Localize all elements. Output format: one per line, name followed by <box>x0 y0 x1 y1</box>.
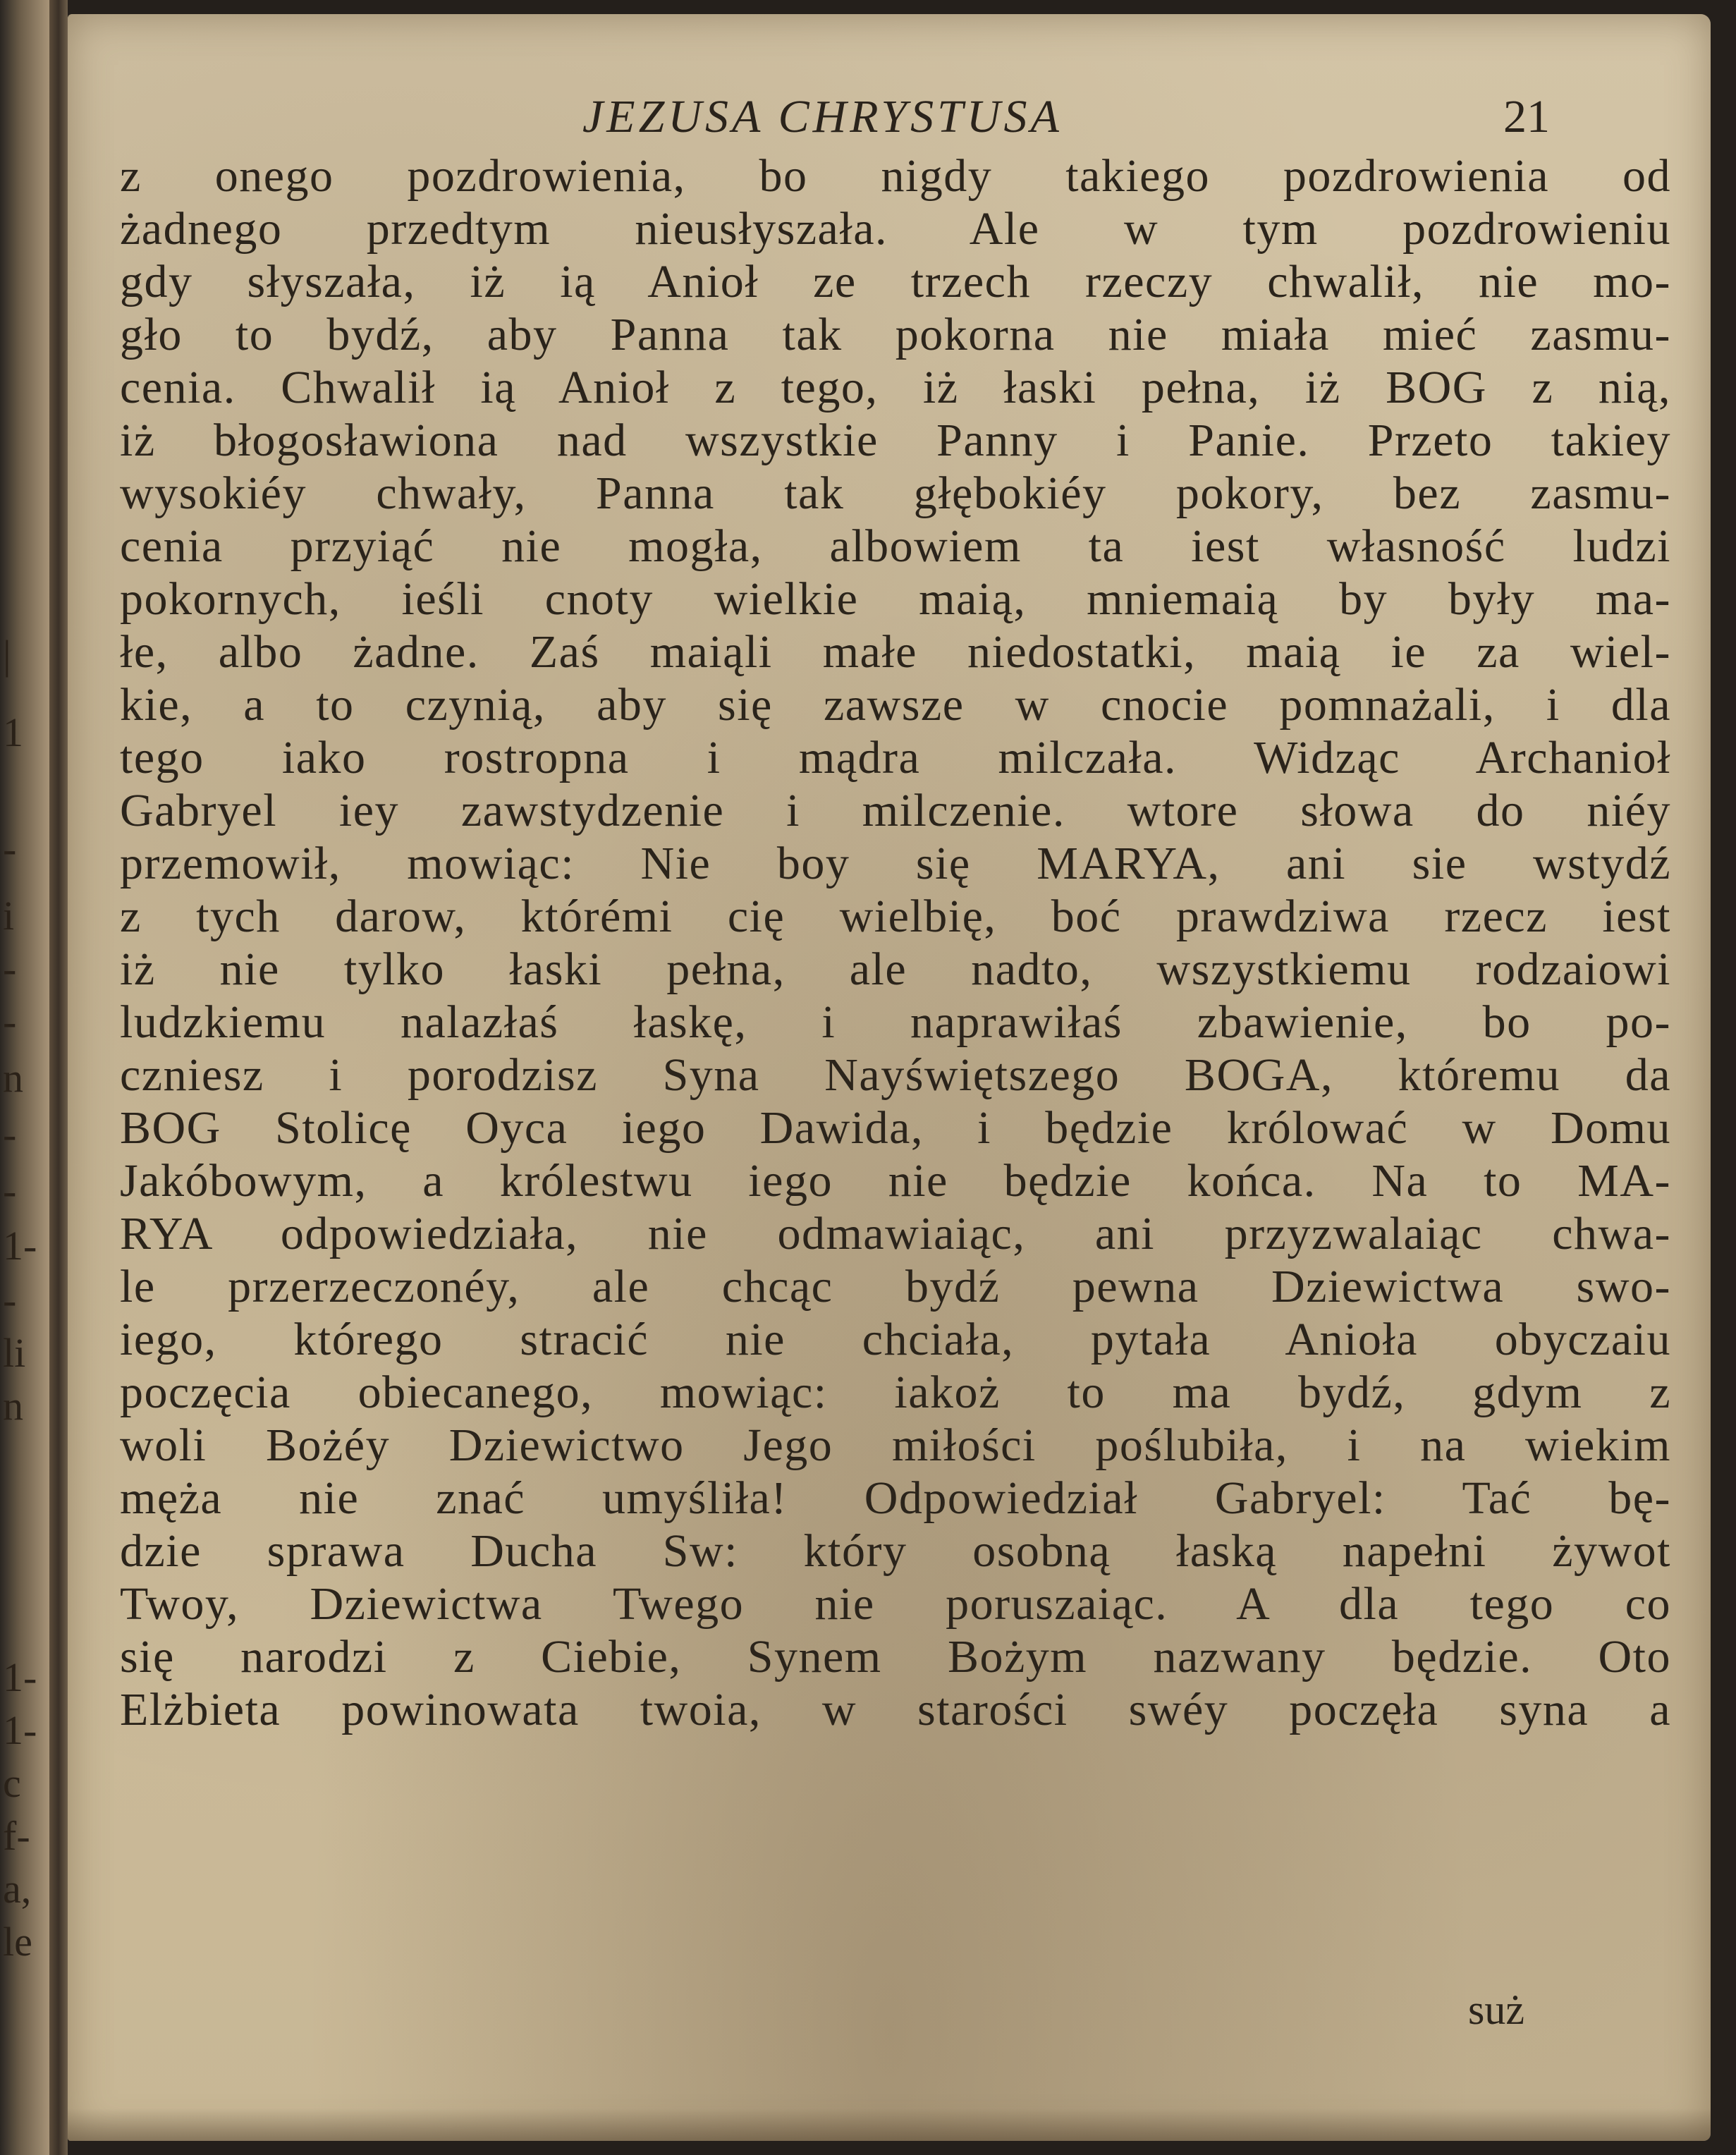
text-line: ludzkiemu nalazłaś łaskę, i naprawiłaś zbawienie, bo po- <box>120 996 1671 1048</box>
facing-page-fragment: - <box>3 1111 17 1157</box>
text-line: wysokiéy chwały, Panna tak głębokiéy pokory, bez zasmu- <box>120 468 1671 519</box>
text-line: iż nie tylko łaski pełna, ale nadto, wszystkiemu rodzaiowi <box>120 944 1671 995</box>
text-line: cenia. Chwalił ią Anioł z tego, iż łaski pełna, iż BOG z nią, <box>120 362 1671 413</box>
text-line: poczęcia obiecanego, mowiąc: iakoż to ma bydź, gdym z <box>120 1367 1671 1418</box>
text-line: dzie sprawa Ducha Sw: który osobną łaską napełni żywot <box>120 1525 1671 1577</box>
body-text <box>120 149 1671 1736</box>
running-title: JEZUSA CHRYSTUSA <box>582 91 1063 142</box>
facing-page-fragment: n <box>3 1055 23 1101</box>
facing-page-fragment: n <box>3 1383 23 1429</box>
book-gutter <box>49 0 68 2155</box>
page-bottom-edge <box>68 2108 1711 2141</box>
facing-page-fragment: - <box>3 946 17 991</box>
facing-page-fragment: le <box>3 1919 32 1965</box>
text-line: Jakóbowym, a królestwu iego nie będzie końca. Na to MA- <box>120 1155 1671 1207</box>
facing-page-fragment: | <box>3 632 11 678</box>
text-line: łe, albo żadne. Zaś maiąli małe niedostatki, maią ie za wiel- <box>120 626 1671 678</box>
text-line: przemowił, mowiąc: Nie boy się MARYA, ani sie wstydź <box>120 838 1671 889</box>
facing-page-fragment: 1- <box>3 1707 37 1753</box>
facing-page-fragment: f- <box>3 1813 30 1859</box>
text-line: tego iako rostropna i mądra milczała. Widząc Archanioł <box>120 732 1671 783</box>
text-line: Elżbieta powinowata twoia, w starości swéy poczęła syna a <box>120 1684 1671 1735</box>
text-line: Gabryel iey zawstydzenie i milczenie. wtore słowa do niéy <box>120 785 1671 836</box>
text-line: z tych darow, którémi cię wielbię, boć prawdziwa rzecz iest <box>120 891 1671 942</box>
text-line: gło to bydź, aby Panna tak pokorna nie miała mieć zasmu- <box>120 309 1671 360</box>
facing-page-fragment: c <box>3 1760 21 1806</box>
text-line: gdy słyszała, iż ią Anioł ze trzech rzeczy chwalił, nie mo- <box>120 256 1671 307</box>
text-line: czniesz i porodzisz Syna Nayświętszego BOGA, któremu da <box>120 1049 1671 1101</box>
facing-page-fragment: - <box>3 999 17 1044</box>
book-page <box>68 14 1711 2141</box>
text-line: się narodzi z Ciebie, Synem Bożym nazwany będzie. Oto <box>120 1631 1671 1683</box>
text-line: le przerzeczonéy, ale chcąc bydź pewna Dziewictwa swo- <box>120 1261 1671 1312</box>
facing-page-fragment: - <box>3 1277 17 1323</box>
text-line: żadnego przedtym nieusłyszała. Ale w tym pozdrowieniu <box>120 203 1671 255</box>
facing-page-fragment: 1 <box>3 709 23 755</box>
text-line: z onego pozdrowienia, bo nigdy takiego pozdrowienia od <box>120 150 1671 202</box>
text-line: iż błogosławiona nad wszystkie Panny i Panie. Przeto takiey <box>120 415 1671 466</box>
text-line: iego, którego stracić nie chciała, pytała Anioła obyczaiu <box>120 1314 1671 1365</box>
page-number: 21 <box>1503 91 1550 142</box>
text-line: woli Bożéy Dziewictwo Jego miłości poślubiła, i na wiekim <box>120 1420 1671 1471</box>
text-line: pokornych, ieśli cnoty wielkie maią, mniemaią by były ma- <box>120 573 1671 625</box>
text-line: cenia przyiąć nie mogła, albowiem ta iest własność ludzi <box>120 520 1671 572</box>
facing-page-fragment: - <box>3 1168 17 1214</box>
facing-page-fragment: - <box>3 826 17 872</box>
facing-page-fragment: 1- <box>3 1654 37 1700</box>
catchword: suż <box>1468 1986 1524 2033</box>
facing-page-edge <box>0 0 49 2155</box>
running-head <box>68 90 1711 147</box>
text-line: BOG Stolicę Oyca iego Dawida, i będzie królować w Domu <box>120 1102 1671 1154</box>
text-line: kie, a to czynią, aby się zawsze w cnocie pomnażali, i dla <box>120 679 1671 731</box>
text-line: męża nie znać umyśliła! Odpowiedział Gabryel: Tać bę- <box>120 1472 1671 1524</box>
facing-page-fragment: li <box>3 1330 26 1376</box>
facing-page-fragment: a, <box>3 1866 32 1912</box>
facing-page-fragment: i <box>3 893 15 939</box>
facing-page-fragment: 1- <box>3 1223 37 1269</box>
text-line: RYA odpowiedziała, nie odmawiaiąc, ani przyzwalaiąc chwa- <box>120 1208 1671 1259</box>
text-line: Twoy, Dziewictwa Twego nie poruszaiąc. A dla tego co <box>120 1578 1671 1630</box>
